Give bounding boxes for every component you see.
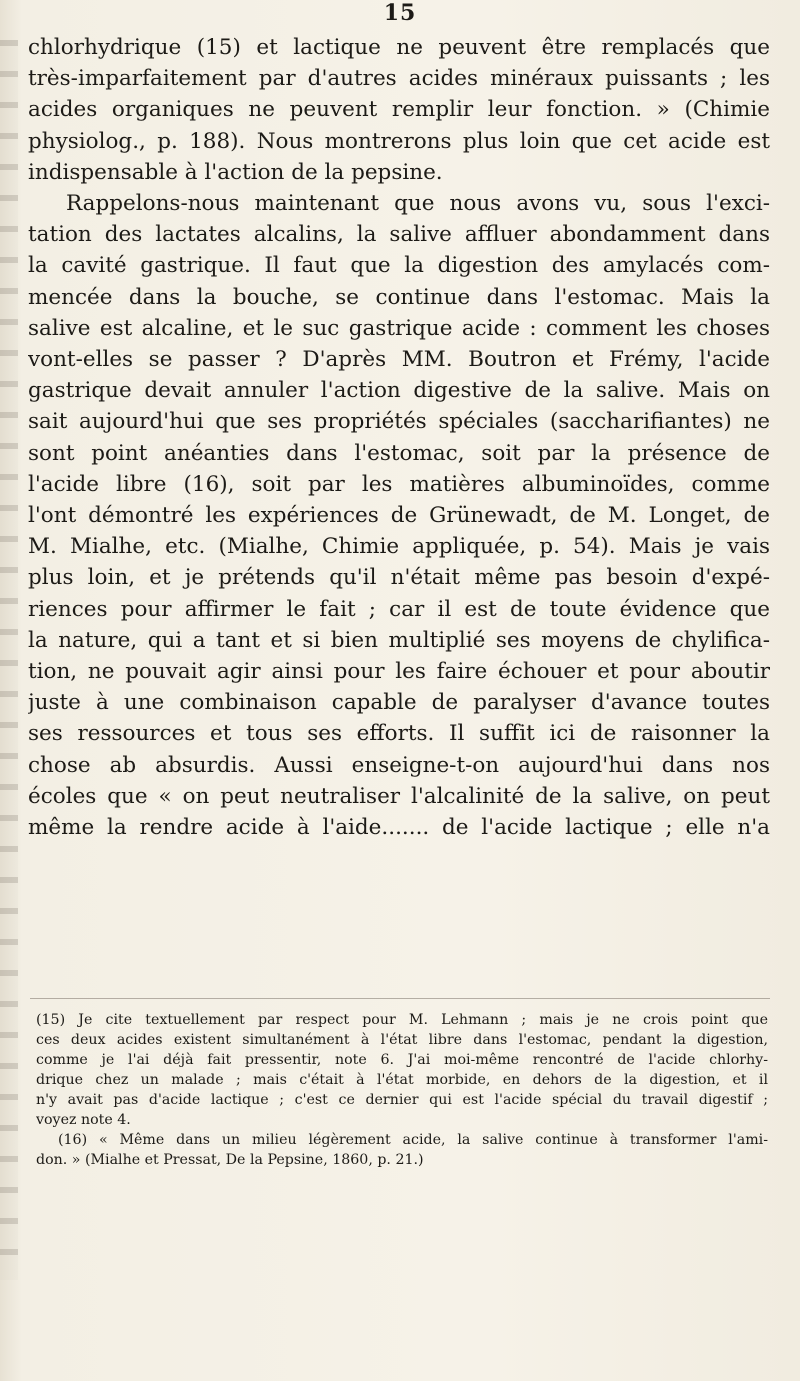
text-line: Rappelons-nous maintenant que nous avons vu, sous l'exci- [66, 191, 770, 217]
text-line: très-imparfaitement par d'autres acides minéraux puissants ; les [28, 66, 770, 92]
text-line: vont-elles se passer ? D'après MM. Boutron et Frémy, l'acide [28, 347, 770, 373]
text-line: juste à une combinaison capable de paralyser d'avance toutes [28, 690, 770, 716]
footnote-line: comme je l'ai déjà fait pressentir, note 6. J'ai moi-même rencontré de l'acide chlorhy- [36, 1052, 768, 1068]
footnote-line: drique chez un malade ; mais c'était à l'état morbide, en dehors de la digestion, et il [36, 1072, 768, 1088]
text-line: ses ressources et tous ses efforts. Il suffit ici de raisonner la [28, 721, 770, 747]
text-line: gastrique devait annuler l'action digestive de la salive. Mais on [28, 378, 770, 404]
footnote-divider [30, 998, 770, 999]
text-line: tion, ne pouvait agir ainsi pour les faire échouer et pour aboutir [28, 659, 770, 685]
text-line: chlorhydrique (15) et lactique ne peuvent être remplacés que [28, 35, 770, 60]
footnote-line: don. » (Mialhe et Pressat, De la Pepsine, 1860, p. 21.) [36, 1152, 424, 1168]
text-line: sait aujourd'hui que ses propriétés spéciales (saccharifiantes) ne [28, 409, 770, 435]
text-line: tation des lactates alcalins, la salive affluer abondamment dans [28, 222, 770, 248]
main-text [28, 32, 770, 843]
footnote-line: (15) Je cite textuellement par respect pour M. Lehmann ; mais je ne crois point que [36, 1012, 768, 1028]
footnote-line: voyez note 4. [36, 1112, 131, 1128]
text-line: chose ab absurdis. Aussi enseigne-t-on aujourd'hui dans nos [28, 752, 770, 778]
text-line: l'acide libre (16), soit par les matières albuminoïdes, comme [28, 471, 770, 497]
text-line: écoles que « on peut neutraliser l'alcalinité de la salive, on peut [28, 783, 770, 809]
text-line: sont point anéanties dans l'estomac, soit par la présence de [28, 440, 770, 466]
footnotes [36, 1010, 768, 1170]
text-line: indispensable à l'action de la pepsine. [28, 159, 443, 185]
text-line: salive est alcaline, et le suc gastrique acide : comment les choses [28, 315, 770, 341]
text-line: même la rendre acide à l'aide....... de l'acide lactique ; elle n'a [28, 815, 770, 841]
text-line: M. Mialhe, etc. (Mialhe, Chimie appliquée, p. 54). Mais je vais [28, 534, 770, 560]
footnote-line: (16) « Même dans un milieu légèrement acide, la salive continue à transformer l'ami- [58, 1132, 768, 1148]
text-line: l'ont démontré les expériences de Grünewadt, de M. Longet, de [28, 503, 770, 529]
binding-gutter [0, 40, 18, 1280]
text-line: la cavité gastrique. Il faut que la digestion des amylacés com- [28, 253, 770, 279]
page-number: 15 [383, 0, 417, 26]
bleed-through [30, 972, 770, 988]
text-line: physiolog., p. 188). Nous montrerons plus loin que cet acide est [28, 128, 770, 154]
text-line: mencée dans la bouche, se continue dans l'estomac. Mais la [28, 284, 770, 310]
text-line: riences pour affirmer le fait ; car il est de toute évidence que [28, 596, 770, 622]
text-line: la nature, qui a tant et si bien multiplié ses moyens de chylifica- [28, 627, 770, 653]
text-line: acides organiques ne peuvent remplir leur fonction. » (Chimie [28, 97, 770, 123]
text-line: plus loin, et je prétends qu'il n'était même pas besoin d'expé- [28, 565, 770, 591]
footnote-line: ces deux acides existent simultanément à l'état libre dans l'estomac, pendant la digestion, [36, 1032, 768, 1048]
footnote-line: n'y avait pas d'acide lactique ; c'est ce dernier qui est l'acide spécial du travail digestif ; [36, 1092, 768, 1108]
